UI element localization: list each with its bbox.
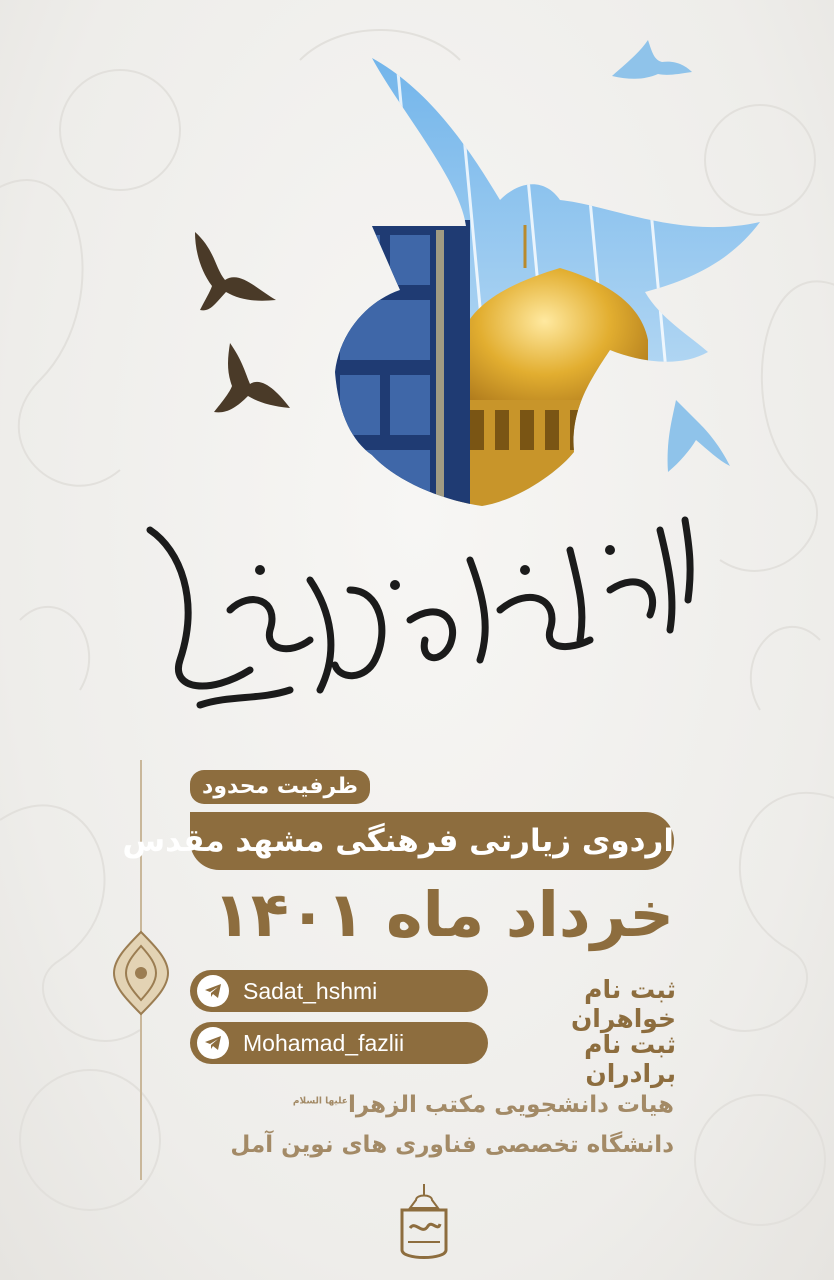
blue-bird-1 <box>612 40 692 79</box>
ornament-medallion-icon <box>112 930 170 1016</box>
organizer-honorific: علیها السلام <box>292 1096 348 1107</box>
organizer-name: هیات دانشجویی مکتب الزهرا <box>347 1092 674 1118</box>
brothers-telegram-link[interactable] <box>190 1022 488 1064</box>
al-zahra-logo <box>392 1180 456 1266</box>
blue-bird-2 <box>668 400 730 472</box>
capacity-badge: ظرفیت محدود <box>190 770 370 804</box>
event-date: خرداد ماه ۱۴۰۱ <box>213 878 674 951</box>
sisters-telegram-link[interactable] <box>190 970 488 1012</box>
organizer-line-1 <box>190 1092 674 1118</box>
sisters-registration-label: ثبت نام خواهران <box>570 975 676 1033</box>
calligraphy-title <box>140 490 700 720</box>
telegram-icon <box>197 1027 229 1059</box>
dark-bird-1 <box>195 232 276 310</box>
dark-bird-2 <box>214 343 290 412</box>
organizer-line-2: دانشگاه تخصصی فناوری های نوین آمل <box>230 1132 674 1158</box>
event-title: اردوی زیارتی فرهنگی مشهد مقدس <box>190 812 674 870</box>
brothers-telegram-handle: Mohamad_fazlii <box>243 1029 405 1056</box>
sisters-telegram-handle: Sadat_hshmi <box>243 977 378 1004</box>
telegram-icon <box>197 975 229 1007</box>
brothers-registration-label: ثبت نام برادران <box>584 1030 676 1088</box>
